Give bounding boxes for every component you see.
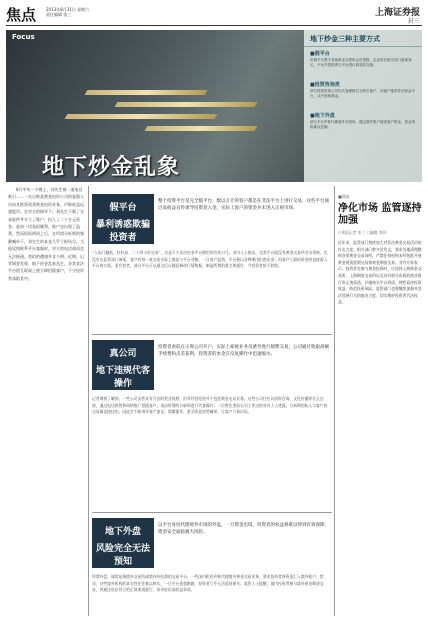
section-badge (92, 340, 154, 390)
badge-line1: 地下外盘 (104, 527, 141, 537)
hero-sidebar (304, 30, 422, 182)
column-divider (334, 186, 335, 616)
article-section-fake-platform (92, 194, 332, 324)
section-body: 记者调查了解到，一些公司虽然具有合法的营业执照，但其经营范围并不包括黄金交易业务。这些公司往往以投资咨询、文化传播等名义注册，通过电话销售和网络推广招揽客户，再由所谓的分析师进行代客操作。一位曾在类似公司工作过的业内人士透露，分析师的收入与客户的交易量直接挂钩，因此会不断诱导客户加仓、频繁操作，甚至故意逆势喊单，让客户亏损出局。 (92, 396, 328, 415)
right-kicker: ■链接 (338, 194, 350, 199)
right-byline: ○本报记者 张三 ○编辑 李四 (338, 230, 387, 235)
section-divider (92, 512, 332, 513)
right-body: 近年来，监管部门持续加大对非法黄金交易活动的打击力度。相关部门曾多次发文，要求各地清理整顿各类黄金交易场所，严禁任何机构未经批准开展黄金现货延期交易和黄金期货交易。业内专家表示，投资者在参与黄金投资时，应选择上海黄金交易所、上海期货交易所以及具有相关资质的商业银行等正规渠道，仔细核实平台资质，理性看待投资收益，防范投资风险。监管部门也将继续加强对违法违规行为的查处力度，切实维护投资者合法权益。 (338, 240, 422, 305)
badge-line1: 假平台 (109, 203, 137, 213)
section-badge (92, 194, 154, 244)
article-section-offshore (92, 518, 332, 618)
badge-line1: 真公司 (109, 349, 137, 359)
right-column (338, 186, 422, 616)
sidebar-item-text: 所谓平台既不具备黄金交易所会员资格，也没有在相关部门备案登记，不允许投资者与平台进行真实的交割。 (310, 58, 412, 67)
right-headline: 净化市场 监管逐持加强 (338, 203, 422, 226)
sidebar-item-label: ■投资咨询类 (310, 82, 340, 88)
gold-bar-graphic (65, 114, 218, 119)
section-body: “入场门槛低、杠杆高、二十四小时交易”，这是不少非法炒金平台惯用的宣传口号。业内人士指出，这类平台既没有黄金交易所会员资格，也没有在监管部门备案，客户的每一笔交易实际上都是与平台对赌。一旦客户盈利，平台便以各种理由拒绝出金；而客户亏损的资金则直接落入平台的口袋。更有甚者，部分平台可以通过后台随意修改行情数据，制造所谓的滑点和插针，令投资者防不胜防。 (92, 250, 328, 269)
sidebar-title: 地下炒金三种主要方式 (304, 30, 422, 47)
section-lead: 以平台身份代理境外市场的外盘，一旦资金出境，投资者的权益将难以得到有效保障，资金安全面临极大风险。 (158, 523, 329, 535)
paper-name: 上海证券报 (374, 8, 420, 18)
section-name: 焦点 (6, 6, 37, 24)
sidebar-item-text: 部分投资咨询公司以代客理财名义吸引客户，向客户推荐非法炒金平台，从中获取佣金。 (310, 89, 415, 98)
hero-banner (6, 30, 422, 182)
masthead (6, 4, 422, 26)
section-badge (92, 518, 154, 568)
sidebar-item-label: ■地下外盘 (310, 113, 335, 119)
hero-title: 地下炒金乱象 (42, 155, 181, 180)
gold-bar-graphic (115, 102, 258, 107)
badge-line2: 风险完全无法预知 (95, 544, 150, 567)
gold-bar-graphic (85, 90, 208, 95)
date-block (46, 7, 106, 17)
section-body: 所谓外盘，通常是指境外交易所或境外经纪商的交易平台。一些国内机构声称代理境外黄金交易业务，要求投资者将资金汇入境外账户。然而，这些境外机构的真实性往往难以核实，一旦平台卷款跑路，投资者几乎无法追回损失。监管人士提醒，境内投资者参与境外黄金期货交易，须通过依法设立的正规渠道进行，切勿轻信高收益承诺。 (92, 574, 324, 593)
article-section-real-company (92, 340, 332, 510)
badge-line2: 地下违规代客操作 (95, 366, 150, 389)
badge-line2: 暴利诱惑欺骗投资者 (95, 220, 150, 243)
sidebar-item-label: ■假平台 (310, 51, 330, 57)
sidebar-item-text: 部分平台声称代理境外交易所，通过境外账户接受客户资金，资金风险难以控制。 (310, 120, 415, 129)
left-column-text: 8月中旬一个晚上，刘先生被一通电话吸引……一名自称某黄金投资公司的客服人员向其推荐现货黄金投资业务，声称收益远超股市。在对方的指导下，刘先生下载了交易软件并开立了账户，投入了二十万元资金。起初一切看似顺利，账户也出现了盈利，然而短短两周之后，在所谓分析师的频繁喊单下，刘先生的本金几乎亏损殆尽。当他试图联系平台客服时，对方的电话却再也无法接通。类似的遭遇并非个例。近期，记者调查发现，地下炒金乱象丛生，各类非法平台借互联网之便大肆招揽客户，不少投资者深陷其中。 (8, 187, 84, 281)
gold-bar-graphic (145, 126, 258, 131)
editor-line: 责任编辑 张三 (46, 12, 72, 17)
section-lead: 整个投资平台是完全假平台，数以万计的客户都是在非法平台上进行交易，这些平台通过高收益宣传诱导投资者入金，实际上客户的资金并未进入正规市场。 (158, 199, 329, 211)
section-lead: 投资者看似在正规公司开户，实际上却被业务员诱导进行频繁交易，公司通过收取高额手续费和点差获利，投资者的本金在反复操作中迅速缩水。 (158, 345, 329, 357)
page-code: 封三 (407, 18, 420, 25)
date-line: 2013年8月31日 星期六 (46, 7, 90, 12)
section-divider (92, 334, 332, 335)
hero-tag: Focus (12, 33, 35, 41)
column-divider (88, 186, 89, 616)
